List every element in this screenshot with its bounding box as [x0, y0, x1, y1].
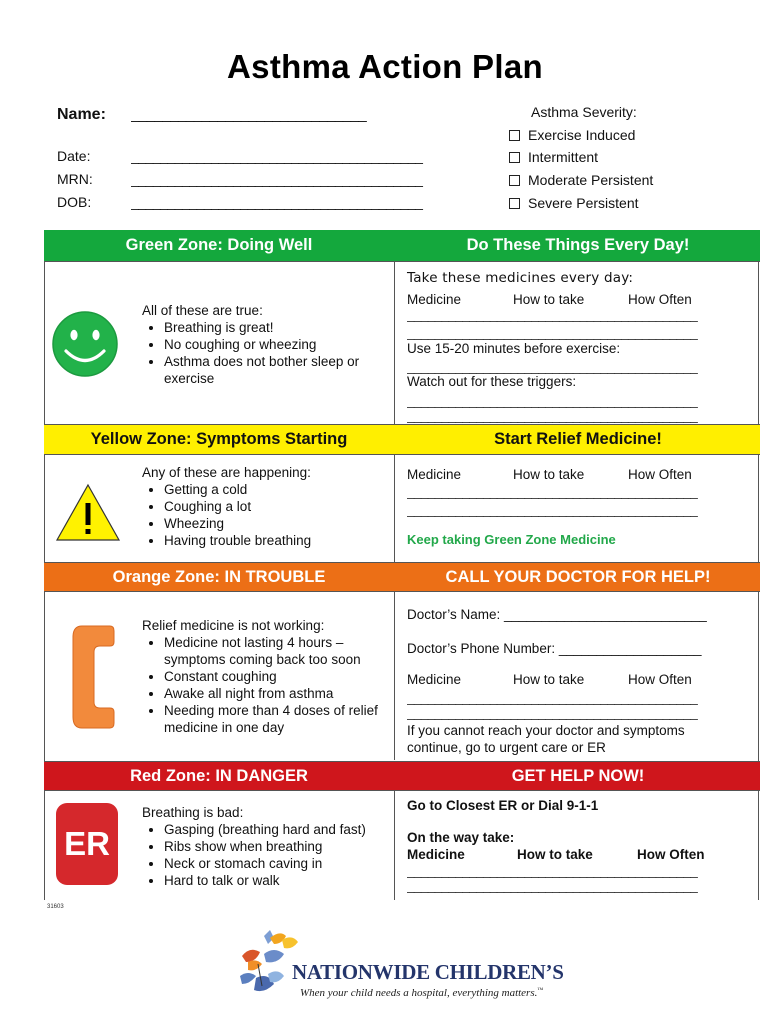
dob-label: DOB: — [57, 194, 92, 210]
list-item: • Having trouble breathing — [164, 532, 387, 549]
orange-zone-header — [44, 563, 760, 591]
list-item: • No coughing or wheezing — [164, 336, 387, 353]
red-zone-symptoms — [142, 804, 392, 889]
page-title: Asthma Action Plan — [227, 48, 543, 85]
severity-option-intermittent[interactable]: Intermittent — [509, 149, 598, 165]
divider — [44, 454, 760, 455]
zone-table — [44, 230, 760, 900]
red-zone-header — [44, 762, 760, 790]
list-item: • Ribs show when breathing — [164, 838, 392, 855]
yellow-zone-header — [44, 425, 760, 454]
doctor-phone-field[interactable]: Doctor’s Phone Number: ___________________ — [407, 641, 702, 656]
list-item: • Medicine not lasting 4 hours – symptoms coming back too soon — [164, 634, 392, 668]
triggers-label: Watch out for these triggers: — [407, 374, 577, 389]
how-often-column: How Often — [628, 292, 692, 307]
yellow-zone-action: Start Relief Medicine! — [494, 430, 662, 448]
orange-intro: Relief medicine is not working: — [142, 618, 325, 633]
medicine-line[interactable]: __________________________________________ — [407, 325, 698, 340]
medicine-column: Medicine — [407, 292, 462, 307]
warning-triangle-icon — [55, 483, 121, 543]
list-item: • Awake all night from asthma — [164, 685, 392, 702]
green-zone-symptoms — [142, 302, 387, 387]
take-medicines-label: Take these medicines every day: — [407, 270, 634, 286]
red-intro: Breathing is bad: — [142, 805, 244, 820]
list-item: • Wheezing — [164, 515, 387, 532]
form-code: 31603 — [47, 904, 64, 910]
telephone-icon — [70, 622, 116, 732]
date-label: Date: — [57, 148, 91, 164]
column-divider — [394, 790, 395, 900]
smiley-face-icon — [52, 306, 118, 382]
dob-field[interactable]: ________________________________________ — [131, 194, 423, 210]
how-to-take-column: How to take — [513, 467, 585, 482]
severity-option-moderate-persistent[interactable]: Moderate Persistent — [509, 172, 653, 188]
list-item: • Needing more than 4 doses of relief medicine in one day — [164, 702, 392, 736]
list-item: • Neck or stomach caving in — [164, 855, 392, 872]
er-badge — [56, 803, 118, 885]
checkbox[interactable] — [509, 175, 520, 186]
green-zone-title: Green Zone: Doing Well — [125, 236, 313, 254]
exercise-label: Use 15-20 minutes before exercise: — [407, 341, 621, 356]
checkbox[interactable] — [509, 152, 520, 163]
keep-taking-note: Keep taking Green Zone Medicine — [407, 532, 616, 547]
orange-zone-title: Orange Zone: IN TROUBLE — [112, 567, 326, 586]
red-zone-title: Red Zone: IN DANGER — [130, 766, 308, 785]
green-zone-action: Do These Things Every Day! — [466, 236, 690, 254]
list-item: • Gasping (breathing hard and fast) — [164, 821, 392, 838]
yellow-intro: Any of these are happening: — [142, 465, 311, 480]
medicine-line[interactable]: __________________________________________ — [407, 502, 698, 517]
divider — [44, 790, 760, 791]
how-often-column: How Often — [637, 847, 705, 862]
medicine-line[interactable]: __________________________________________ — [407, 307, 698, 322]
how-to-take-column: How to take — [513, 672, 585, 687]
medicine-column: Medicine — [407, 847, 465, 862]
column-divider — [394, 454, 395, 562]
medicine-column: Medicine — [407, 467, 462, 482]
medicine-column: Medicine — [407, 672, 462, 687]
trigger-line[interactable]: __________________________________________ — [407, 408, 698, 423]
list-item: • Asthma does not bother sleep or exercise — [164, 353, 387, 387]
go-to-er-note: Go to Closest ER or Dial 9-1-1 — [407, 798, 599, 813]
red-symptom-list — [142, 821, 392, 889]
doctor-name-field[interactable]: Doctor’s Name: ___________________________ — [407, 607, 707, 622]
list-item: • Breathing is great! — [164, 319, 387, 336]
how-often-column: How Often — [628, 467, 692, 482]
green-symptom-list — [142, 319, 387, 387]
how-to-take-column: How to take — [517, 847, 593, 862]
severity-option-severe-persistent[interactable]: Severe Persistent — [509, 195, 639, 211]
medicine-line[interactable]: __________________________________________ — [407, 690, 698, 705]
green-intro: All of these are true: — [142, 303, 263, 318]
er-badge-label: ER — [64, 825, 110, 862]
orange-zone-action: CALL YOUR DOCTOR FOR HELP! — [445, 567, 711, 586]
red-zone-action: GET HELP NOW! — [511, 766, 645, 785]
on-the-way-label: On the way take: — [407, 830, 515, 845]
tagline-text: When your child needs a hospital, everything matters. — [300, 987, 538, 999]
medicine-line[interactable]: __________________________________________ — [407, 878, 698, 893]
list-item: • Constant coughing — [164, 668, 392, 685]
yellow-zone-symptoms — [142, 464, 387, 549]
orange-symptom-list — [142, 634, 392, 736]
medicine-line[interactable]: __________________________________________ — [407, 705, 698, 720]
name-label: Name: — [57, 106, 106, 123]
checkbox[interactable] — [509, 130, 520, 141]
severity-option-exercise-induced[interactable]: Exercise Induced — [509, 127, 635, 143]
how-to-take-column: How to take — [513, 292, 585, 307]
mrn-label: MRN: — [57, 171, 93, 187]
logo-wordmark: NATIONWIDE CHILDREN’S — [292, 960, 564, 984]
date-field[interactable]: ________________________________________ — [131, 148, 423, 164]
orange-zone-symptoms — [142, 617, 392, 736]
list-item: • Hard to talk or walk — [164, 872, 392, 889]
green-zone-header — [44, 230, 760, 261]
trademark-mark: ™ — [537, 987, 544, 994]
divider — [44, 591, 760, 592]
column-divider — [394, 261, 395, 424]
divider — [44, 261, 760, 262]
exercise-line[interactable]: __________________________________________ — [407, 359, 698, 374]
logo-tagline — [300, 987, 543, 999]
column-divider — [394, 591, 395, 760]
mrn-field[interactable]: ________________________________________ — [131, 171, 423, 187]
severity-heading: Asthma Severity: — [531, 104, 637, 120]
medicine-line[interactable]: __________________________________________ — [407, 863, 698, 878]
urgent-care-note: If you cannot reach your doctor and symptoms continue, go to urgent care or ER — [407, 723, 685, 755]
name-field[interactable]: ______________________________ — [131, 106, 367, 123]
list-item: • Coughing a lot — [164, 498, 387, 515]
medicine-line[interactable]: __________________________________________ — [407, 484, 698, 499]
yellow-symptom-list — [142, 481, 387, 549]
how-often-column: How Often — [628, 672, 692, 687]
yellow-zone-title: Yellow Zone: Symptoms Starting — [90, 430, 348, 448]
list-item: • Getting a cold — [164, 481, 387, 498]
checkbox[interactable] — [509, 198, 520, 209]
trigger-line[interactable]: __________________________________________ — [407, 393, 698, 408]
